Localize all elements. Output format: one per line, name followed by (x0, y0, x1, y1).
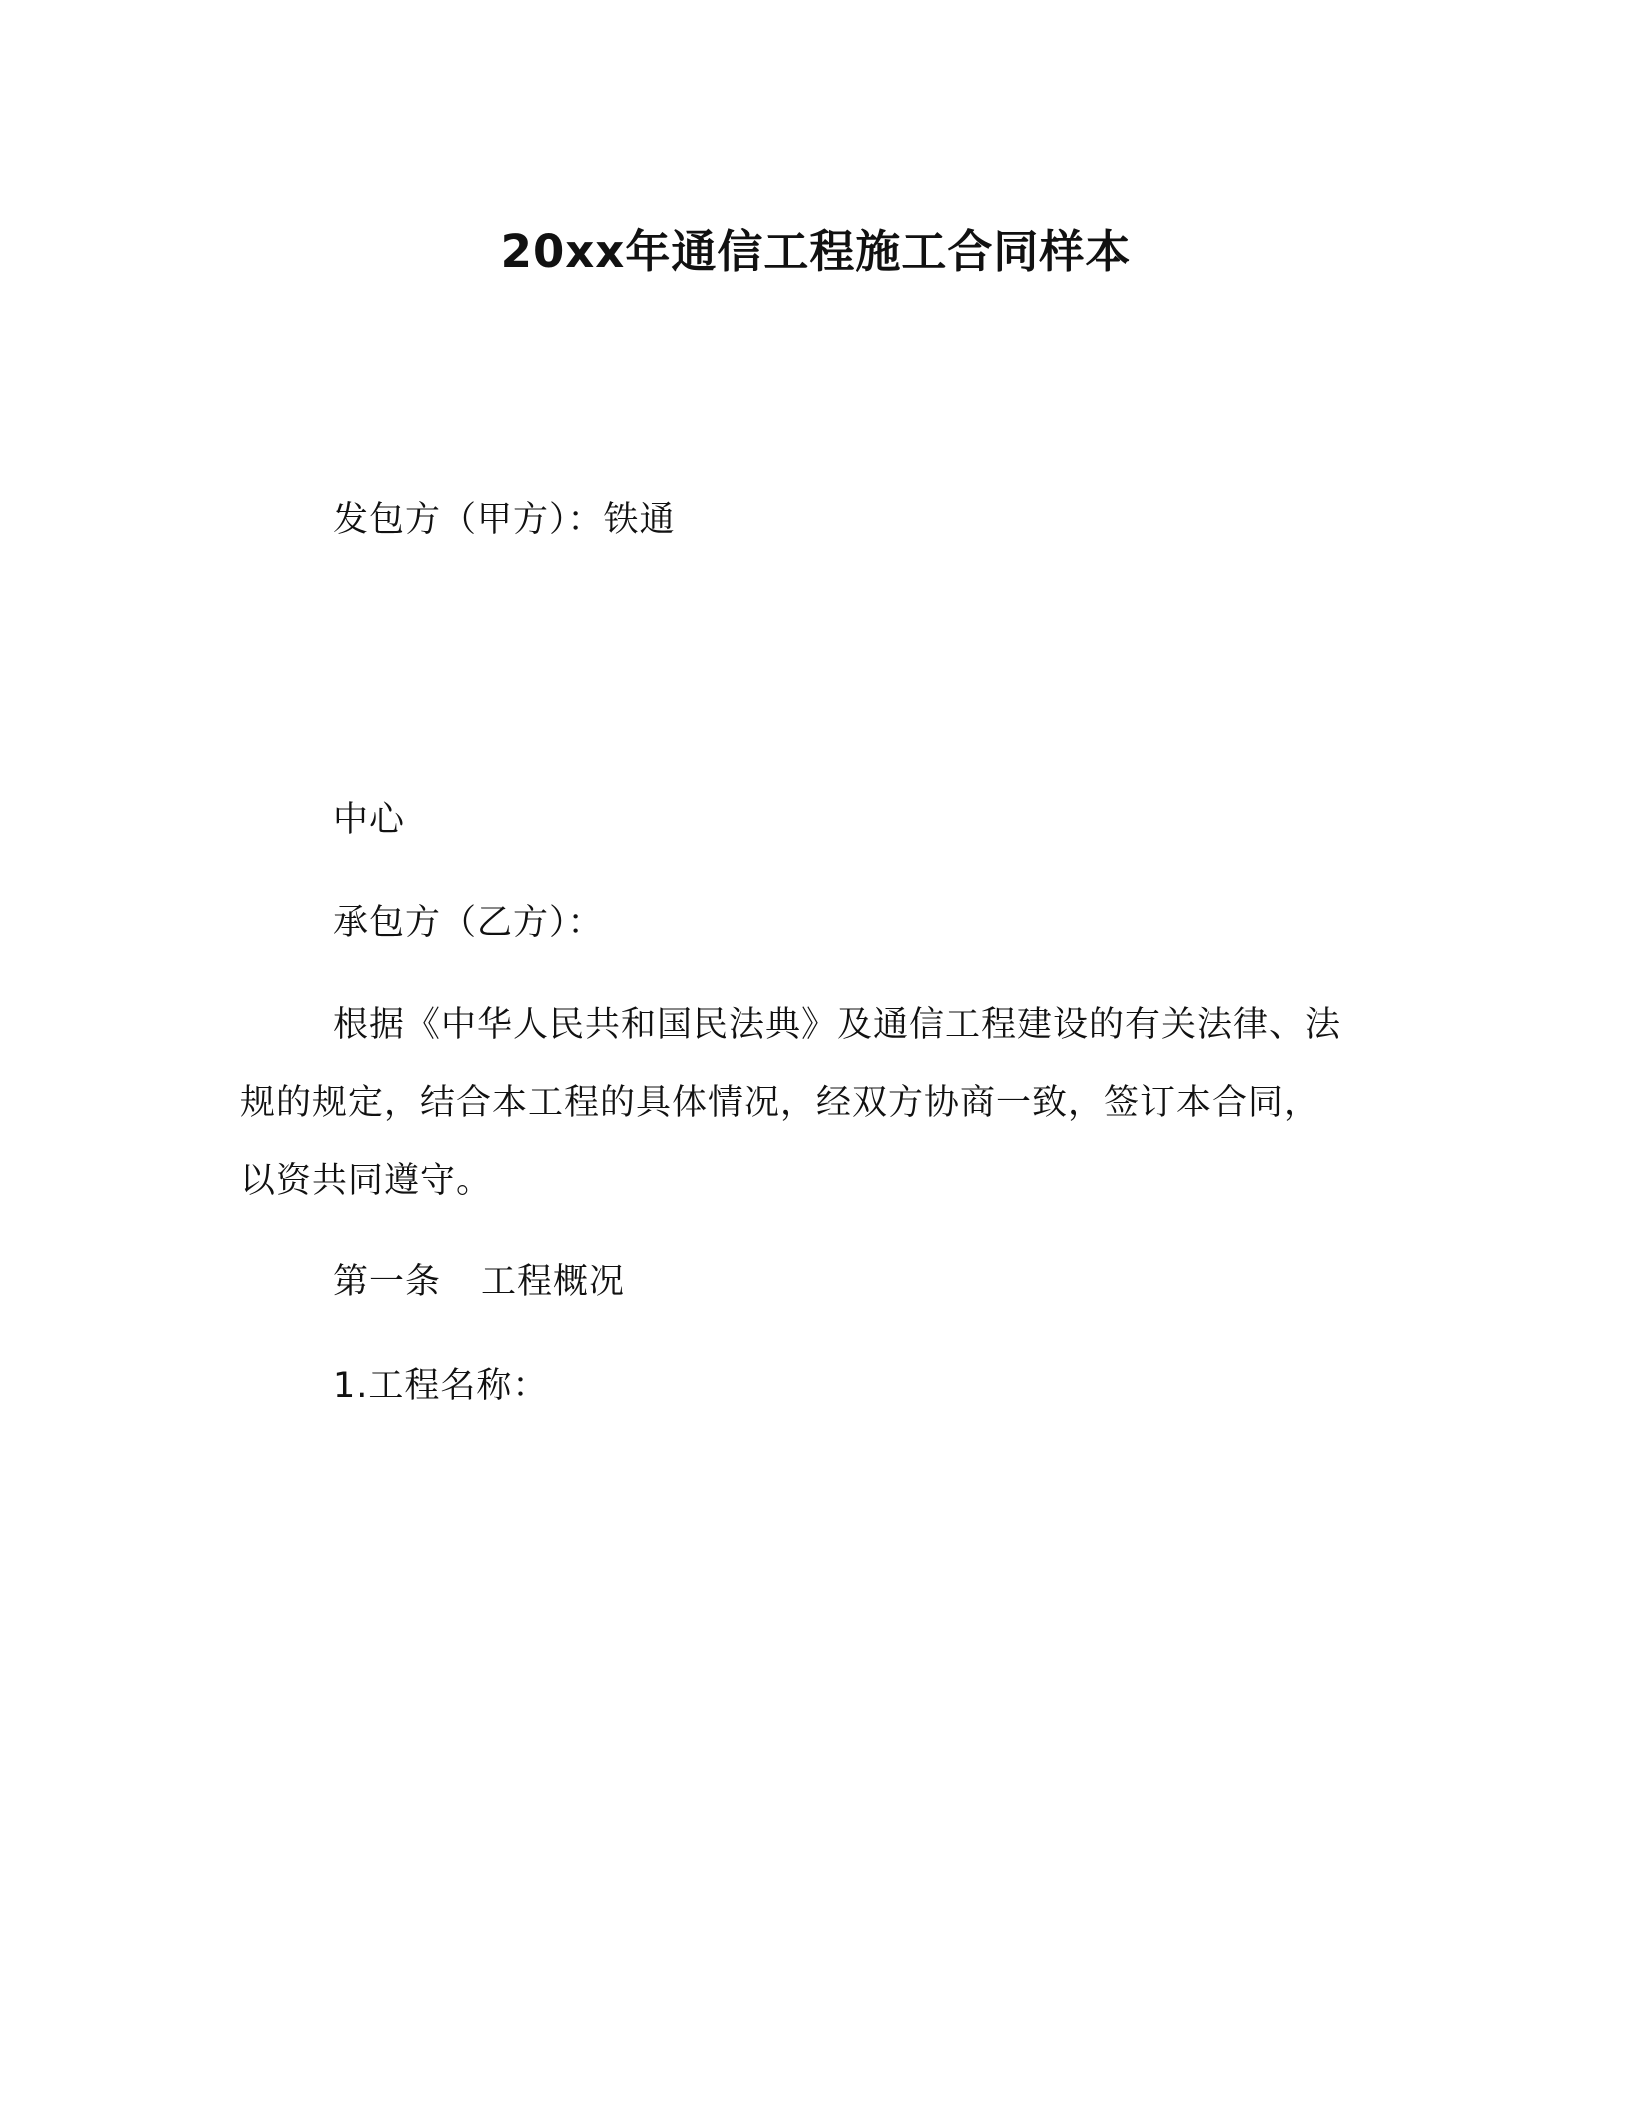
contractor-line: 承包方（乙方）： (333, 903, 604, 943)
article-1-heading (333, 1258, 625, 1306)
paragraph-line-3: 以资共同遵守。 (240, 1161, 493, 1201)
document-title: 20xx年通信工程施工合同样本 (500, 225, 1132, 278)
paragraph-line-1: 根据《中华人民共和国民法典》及通信工程建设的有关法律、法 (333, 1005, 1342, 1045)
article-1-number: 第一条 (333, 1262, 442, 1302)
center-line: 中心 (333, 800, 406, 840)
paragraph-line-2: 规的规定，结合本工程的具体情况，经双方协商一致，签订本合同， (240, 1083, 1321, 1123)
article-1-title: 工程概况 (481, 1262, 626, 1302)
employer-line: 发包方（甲方）：铁通 (333, 500, 676, 540)
item-1-project-name: 1.工程名称： (333, 1366, 549, 1406)
